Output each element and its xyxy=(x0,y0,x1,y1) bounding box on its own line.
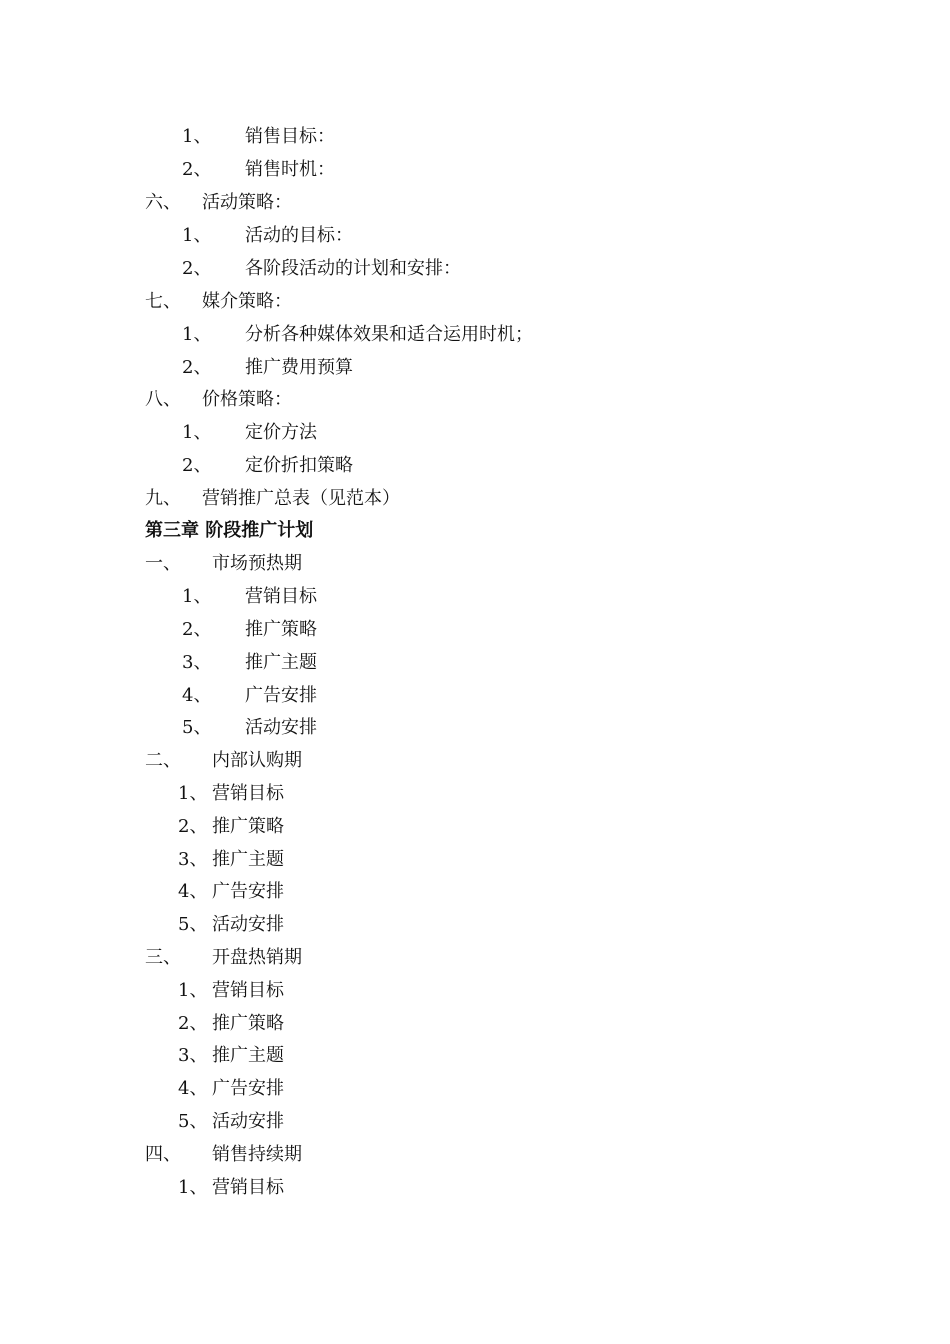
section-number: 六、 xyxy=(145,192,181,213)
item-number: 1、 xyxy=(182,126,212,147)
item-number: 2、 xyxy=(182,258,212,279)
item-text: 营销目标 xyxy=(212,1177,284,1198)
item-number: 2、 xyxy=(182,159,212,180)
section-title: 活动策略： xyxy=(202,192,292,213)
section-number: 九、 xyxy=(145,488,181,509)
item-number: 2、 xyxy=(182,619,212,640)
item-text: 推广策略 xyxy=(212,1013,284,1034)
item-text: 营销目标 xyxy=(245,586,317,607)
section-title: 营销推广总表（见范本） xyxy=(202,488,400,509)
section-title: 价格策略： xyxy=(202,389,292,410)
item-text: 活动安排 xyxy=(245,717,317,738)
section-number: 一、 xyxy=(145,553,181,574)
item-text: 广告安排 xyxy=(212,1078,284,1099)
item-number: 2、 xyxy=(178,1013,208,1034)
item-number: 3、 xyxy=(178,849,208,870)
item-number: 2、 xyxy=(182,357,212,378)
section-number: 四、 xyxy=(145,1144,181,1165)
item-text: 推广主题 xyxy=(212,849,284,870)
item-number: 5、 xyxy=(178,914,208,935)
item-text: 营销目标 xyxy=(212,980,284,1001)
item-text: 分析各种媒体效果和适合运用时机； xyxy=(245,324,533,345)
item-number: 1、 xyxy=(182,586,212,607)
item-text: 销售时机： xyxy=(245,159,335,180)
section-number: 二、 xyxy=(145,750,181,771)
item-text: 定价方法 xyxy=(245,422,317,443)
item-text: 销售目标： xyxy=(245,126,335,147)
item-number: 1、 xyxy=(182,324,212,345)
item-number: 1、 xyxy=(178,1177,208,1198)
section-number: 八、 xyxy=(145,389,181,410)
item-text: 各阶段活动的计划和安排： xyxy=(245,258,461,279)
item-number: 3、 xyxy=(182,652,212,673)
item-number: 2、 xyxy=(178,816,208,837)
item-number: 1、 xyxy=(178,783,208,804)
item-number: 5、 xyxy=(178,1111,208,1132)
section-number: 三、 xyxy=(145,947,181,968)
item-number: 4、 xyxy=(178,1078,208,1099)
item-number: 4、 xyxy=(182,685,212,706)
item-text: 推广主题 xyxy=(212,1045,284,1066)
item-text: 活动安排 xyxy=(212,914,284,935)
item-text: 广告安排 xyxy=(245,685,317,706)
item-text: 定价折扣策略 xyxy=(245,455,353,476)
item-number: 2、 xyxy=(182,455,212,476)
section-title: 销售持续期 xyxy=(212,1144,302,1165)
item-text: 活动的目标： xyxy=(245,225,353,246)
chapter-title: 第三章 阶段推广计划 xyxy=(145,520,314,541)
section-title: 市场预热期 xyxy=(212,553,302,574)
section-title: 媒介策略： xyxy=(202,291,292,312)
item-number: 4、 xyxy=(178,881,208,902)
item-number: 1、 xyxy=(182,422,212,443)
section-number: 七、 xyxy=(145,291,181,312)
item-text: 推广策略 xyxy=(212,816,284,837)
item-number: 1、 xyxy=(178,980,208,1001)
item-text: 推广费用预算 xyxy=(245,357,353,378)
item-number: 3、 xyxy=(178,1045,208,1066)
item-text: 推广主题 xyxy=(245,652,317,673)
item-text: 广告安排 xyxy=(212,881,284,902)
section-title: 开盘热销期 xyxy=(212,947,302,968)
section-title: 内部认购期 xyxy=(212,750,302,771)
item-text: 营销目标 xyxy=(212,783,284,804)
item-number: 5、 xyxy=(182,717,212,738)
item-number: 1、 xyxy=(182,225,212,246)
item-text: 活动安排 xyxy=(212,1111,284,1132)
item-text: 推广策略 xyxy=(245,619,317,640)
